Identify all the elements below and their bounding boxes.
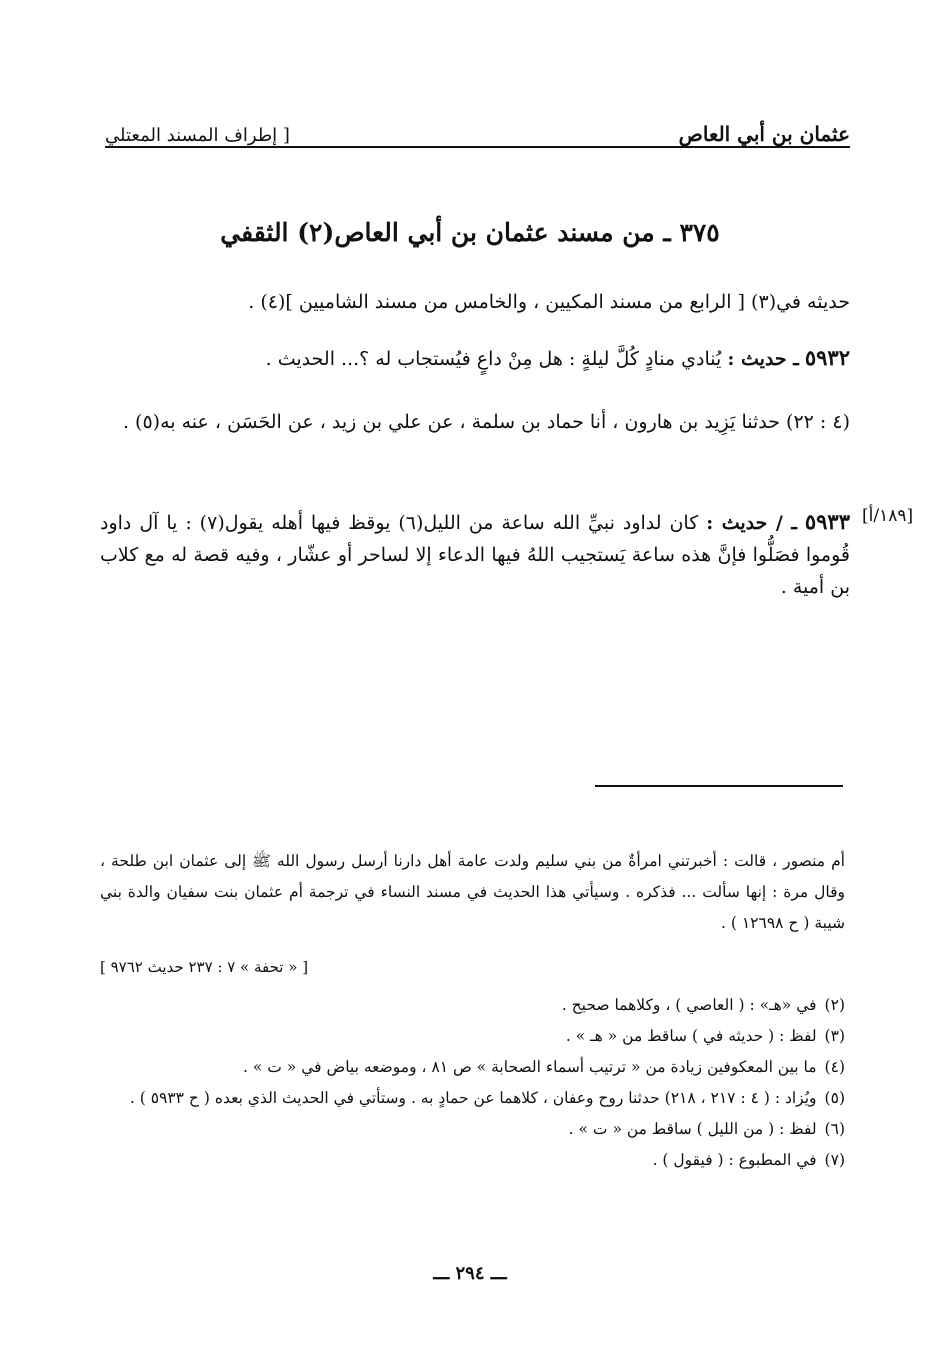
footnote-continuation: أم منصور ، قالت : أخبرتني امرأةٌ من بني سليم ولدت عامة أهل دارنا أرسل رسول الله ﷺ إلى عثمان ابن طلحة ، وقال مرة : إنها سألت ... فذكره . وسيأتي هذا الحديث في مسند النساء في ترجمة أم عثمان بنت سفيان والدة بني شيبة ( ح ١٢٦٩٨ ) . bbox=[100, 852, 845, 932]
footnote-item bbox=[100, 1114, 845, 1145]
footnote-item bbox=[100, 1021, 845, 1052]
page-number: ـــ ٢٩٤ ـــ bbox=[433, 1263, 507, 1284]
footnote-list bbox=[100, 990, 845, 1176]
manuscript-folio-marker: [١٨٩/أ] bbox=[862, 506, 914, 526]
hadith-5932-isnad: (٤ : ٢٢) حدثنا يَزِيد بن هارون ، أنا حماد بن سلمة ، عن علي بن زيد ، عن الحَسَن ، عنه به(٥) . bbox=[122, 411, 850, 433]
book-title: [ إطراف المسند المعتلي bbox=[105, 125, 290, 146]
footnote-text: ويُزاد : ( ٤ : ٢١٧ ، ٢١٨) حدثنا روح وعفان ، كلاهما عن حمادٍ به . وستأتي في الحديث الذي بعده ( ح ٥٩٣٣ ) . bbox=[129, 1089, 817, 1107]
section-heading: ٣٧٥ ـ من مسند عثمان بن أبي العاص(٢) الثقفي bbox=[220, 218, 720, 247]
hadith-text: يُنادي منادٍ كُلَّ ليلةٍ : هل مِنْ داعٍ فيُستجاب له ؟... الحديث . bbox=[265, 348, 722, 370]
footnote-number: (٥) bbox=[824, 1089, 845, 1107]
hadith-text: كان لداود نبيِّ الله ساعة من الليل(٦) يوقظ فيها أهله يقول(٧) : يا آل داود قُوموا فصَلُّوا فإنَّ هذه ساعة يَستجيب اللهُ فيها الدعاء إلا لساحر أو عشّار ، وفيه قصة له مع كلاب بن أمية . bbox=[100, 512, 850, 598]
footnote-text: في «هـ» : ( العاصي ) ، وكلاهما صحيح . bbox=[561, 996, 817, 1014]
footnote-number: (٦) bbox=[824, 1120, 845, 1138]
footnote-text: في المطبوع : ( فيقول ) . bbox=[652, 1151, 817, 1169]
footnote-reference: [ « تحفة » ٧ : ٢٣٧ حديث ٩٧٦٢ ] bbox=[100, 958, 309, 976]
footnote-text: لفظ : ( حديثه في ) ساقط من « هـ » . bbox=[565, 1027, 817, 1045]
footnote-item bbox=[100, 1052, 845, 1083]
hadith-number: ٥٩٣٢ bbox=[804, 345, 850, 370]
footnote-number: (٢) bbox=[824, 996, 845, 1014]
hadith-label: ـ / حديث : bbox=[706, 512, 797, 534]
hadith-label: ـ حديث : bbox=[727, 348, 799, 370]
footnote-number: (٧) bbox=[824, 1151, 845, 1169]
intro-paragraph: حديثه في(٣) [ الرابع من مسند المكيين ، والخامس من مسند الشاميين ](٤) . bbox=[248, 291, 850, 313]
footnote-number: (٤) bbox=[824, 1058, 845, 1076]
chapter-title: عثمان بن أبي العاص bbox=[678, 122, 850, 146]
footnote-item bbox=[100, 1145, 845, 1176]
hadith-5932 bbox=[100, 342, 850, 375]
footnote-number: (٣) bbox=[824, 1027, 845, 1045]
footnote-separator bbox=[595, 785, 843, 787]
hadith-number: ٥٩٣٣ bbox=[804, 509, 850, 534]
footnote-text: ما بين المعكوفين زيادة من « ترتيب أسماء الصحابة » ص ٨١ ، وموضعه بياض في « ت » . bbox=[243, 1058, 817, 1076]
footnote-item bbox=[100, 990, 845, 1021]
hadith-5933 bbox=[100, 506, 850, 603]
footnote-text: لفظ : ( من الليل ) ساقط من « ت » . bbox=[568, 1120, 817, 1138]
footnote-item bbox=[100, 1083, 845, 1114]
running-head bbox=[105, 110, 850, 148]
